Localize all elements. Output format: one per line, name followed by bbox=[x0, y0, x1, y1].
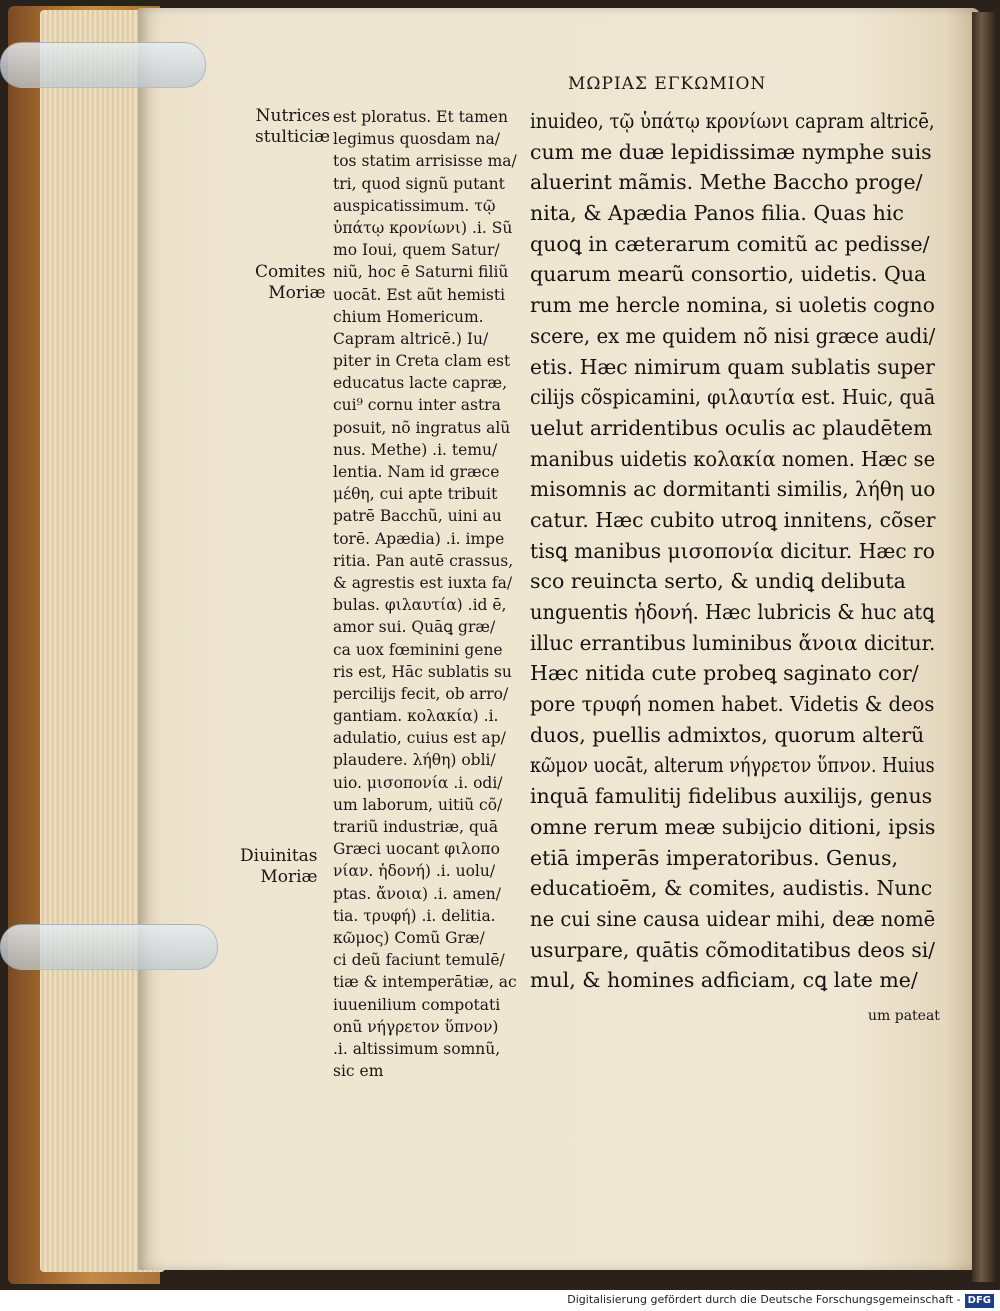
commentary-column bbox=[333, 106, 523, 1082]
text-line: catur. Hæc cubito utroꝗ innitens, cõser bbox=[530, 507, 936, 532]
text-line: usurpare, quātis cõmoditatibus deos si/ bbox=[530, 937, 936, 962]
text-line: bulas. φιλαυτία) .id ē, bbox=[333, 596, 507, 615]
text-line: sic em bbox=[333, 1062, 384, 1081]
text-line: sco reuincta serto, & undiꝗ delibuta bbox=[530, 569, 906, 594]
text-line: Capram altricē.) Iu/ bbox=[333, 329, 489, 348]
text-line: ne cui sine causa uidear mihi, deæ nomē bbox=[530, 906, 936, 931]
text-line: uelut arridentibus oculis ac plaudētem bbox=[530, 415, 933, 440]
text-line: κῶμος) Comũ Græ/ bbox=[333, 928, 485, 947]
text-line: mul, & homines adficiam, cꝗ late me/ bbox=[530, 968, 918, 993]
text-line: scere, ex me quidem nõ nisi græce audi/ bbox=[530, 323, 936, 348]
text-line: niũ, hoc ē Saturni filiũ bbox=[333, 263, 509, 282]
dfg-logo: DFG bbox=[965, 1294, 994, 1308]
text-line: percilijs fecit, ob arro/ bbox=[333, 684, 509, 703]
text-line: gantiam. κολακία) .i. bbox=[333, 707, 499, 726]
text-line: tiæ & intemperātiæ, ac bbox=[333, 973, 517, 992]
main-text-column bbox=[530, 106, 935, 996]
margin-note: Comites Moriæ bbox=[255, 262, 326, 303]
text-line: uocāt. Est aũt hemisti bbox=[333, 285, 506, 304]
text-line: trariũ industriæ, quā bbox=[333, 818, 499, 836]
text-line: & agrestis est iuxta fa/ bbox=[333, 573, 513, 592]
margin-note: Diuinitas Moriæ bbox=[240, 846, 318, 887]
credit-text: Digitalisierung gefördert durch die Deutsche Forschungsgemeinschaft - bbox=[567, 1293, 961, 1306]
text-line: mo Ioui, quem Satur/ bbox=[333, 241, 500, 260]
text-line: unguentis ἡδονή. Hæc lubricis & huc atꝗ bbox=[530, 600, 935, 624]
text-line: etiā imperās imperatoribus. Genus, bbox=[530, 845, 899, 870]
text-line: quoꝗ in cæterarum comitũ ac pedisse/ bbox=[530, 231, 930, 256]
text-line: ὑπάτῳ κρονίωνι) .i. Sũ bbox=[333, 218, 513, 237]
text-line: uio. μισοπονία .i. odi/ bbox=[333, 773, 503, 792]
text-line: torē. Apædia) .i. impe bbox=[333, 529, 505, 548]
text-line: cui⁹ cornu inter astra bbox=[333, 396, 501, 415]
text-line: ca uox fœminini gene bbox=[333, 640, 503, 659]
text-line: um laborum, uitiũ cõ/ bbox=[333, 795, 503, 814]
text-line: Hæc nitida cute probeꝗ saginato cor/ bbox=[530, 661, 919, 686]
page-clip-top bbox=[0, 42, 206, 88]
text-line: cum me duæ lepidissimæ nymphe suis bbox=[530, 139, 932, 164]
text-line: ris est, Hāc sublatis su bbox=[333, 662, 512, 681]
text-line: etis. Hæc nimirum quam sublatis super bbox=[530, 354, 935, 379]
catchword: um pateat bbox=[868, 1008, 940, 1024]
text-line: nita, & Apædia Panos filia. Quas hic bbox=[530, 201, 904, 226]
text-line: .i. altissimum somnũ, bbox=[333, 1039, 501, 1058]
text-line: cilijs cõspicamini, φιλαυτία est. Huic, quā bbox=[530, 385, 936, 410]
text-line: patrē Bacchũ, uini au bbox=[333, 507, 502, 526]
text-line: μέθη, cui apte tribuit bbox=[333, 485, 498, 504]
text-line: amor sui. Quāꝗ græ/ bbox=[333, 618, 496, 637]
text-line: tia. τρυφή) .i. delitia. bbox=[333, 906, 496, 925]
text-line: κῶμον uocāt, alterum νήγρετον ὕπνον. Huius bbox=[530, 753, 935, 778]
text-line: plaudere. λήθη) obli/ bbox=[333, 751, 496, 770]
text-line: educatioēm, & comites, audistis. Nunc bbox=[530, 876, 933, 901]
digitization-credit bbox=[567, 1290, 994, 1310]
text-line: duos, puellis admixtos, quorum alterũ bbox=[530, 722, 925, 747]
text-line: νίαν. ἡδονή) .i. uolu/ bbox=[333, 862, 496, 881]
text-line: quarum mearũ consortio, uidetis. Qua bbox=[530, 262, 927, 287]
text-line: lentia. Nam id græce bbox=[333, 463, 500, 481]
text-line: Græci uocant φιλοπο bbox=[333, 840, 500, 859]
text-line: auspicatissimum. τῷ bbox=[333, 196, 496, 215]
text-line: illuc errantibus luminibus ἄνοια dicitur. bbox=[530, 630, 936, 655]
text-line: legimus quosdam na/ bbox=[333, 130, 500, 149]
text-line: piter in Creta clam est bbox=[333, 352, 511, 371]
text-line: onũ νήγρετον ὕπνον) bbox=[333, 1017, 499, 1036]
text-line: tri, quod signũ putant bbox=[333, 174, 505, 193]
text-line: manibus uidetis κολακία nomen. Hæc se bbox=[530, 446, 936, 471]
text-line: ptas. ἄνοια) .i. amen/ bbox=[333, 884, 501, 903]
text-line: adulatio, cuius est ap/ bbox=[333, 729, 506, 748]
margin-note: Nutrices stulticiæ bbox=[255, 106, 331, 147]
text-line: omne rerum meæ subijcio ditioni, ipsis bbox=[530, 814, 936, 839]
text-line: est ploratus. Et tamen bbox=[333, 108, 508, 126]
text-line: tisꝗ manibus μισοπονία dicitur. Hæc ro bbox=[530, 538, 935, 563]
gutter-edge bbox=[972, 12, 996, 1282]
text-line: chium Homericum. bbox=[333, 307, 484, 326]
text-line: posuit, nõ ingratus alũ bbox=[333, 418, 511, 437]
page-clip-bottom bbox=[0, 924, 218, 970]
text-line: nus. Methe) .i. temu/ bbox=[333, 440, 498, 459]
text-line: tos statim arrisisse ma/ bbox=[333, 152, 517, 171]
text-line: rum me hercle nomina, si uoletis cogno bbox=[530, 293, 935, 318]
text-line: aluerint mãmis. Methe Baccho proge/ bbox=[530, 170, 923, 195]
text-line: inquā famulitij fidelibus auxilijs, genus bbox=[530, 784, 933, 809]
text-line: inuideo, τῷ ὑπάτῳ κρονίωνι capram altricē, bbox=[530, 109, 935, 133]
text-line: ritia. Pan autē crassus, bbox=[333, 551, 514, 570]
text-line: iuuenilium compotati bbox=[333, 995, 501, 1014]
text-line: ci deũ faciunt temulē/ bbox=[333, 951, 505, 970]
running-head: ΜΩΡΙΑΣ ΕΓΚΩΜΙΟΝ bbox=[568, 74, 767, 94]
text-line: educatus lacte capræ, bbox=[333, 374, 508, 393]
text-line: misomnis ac dormitanti similis, λήθη uo bbox=[530, 477, 936, 502]
text-line: pore τρυφή nomen habet. Videtis & deos bbox=[530, 692, 935, 717]
